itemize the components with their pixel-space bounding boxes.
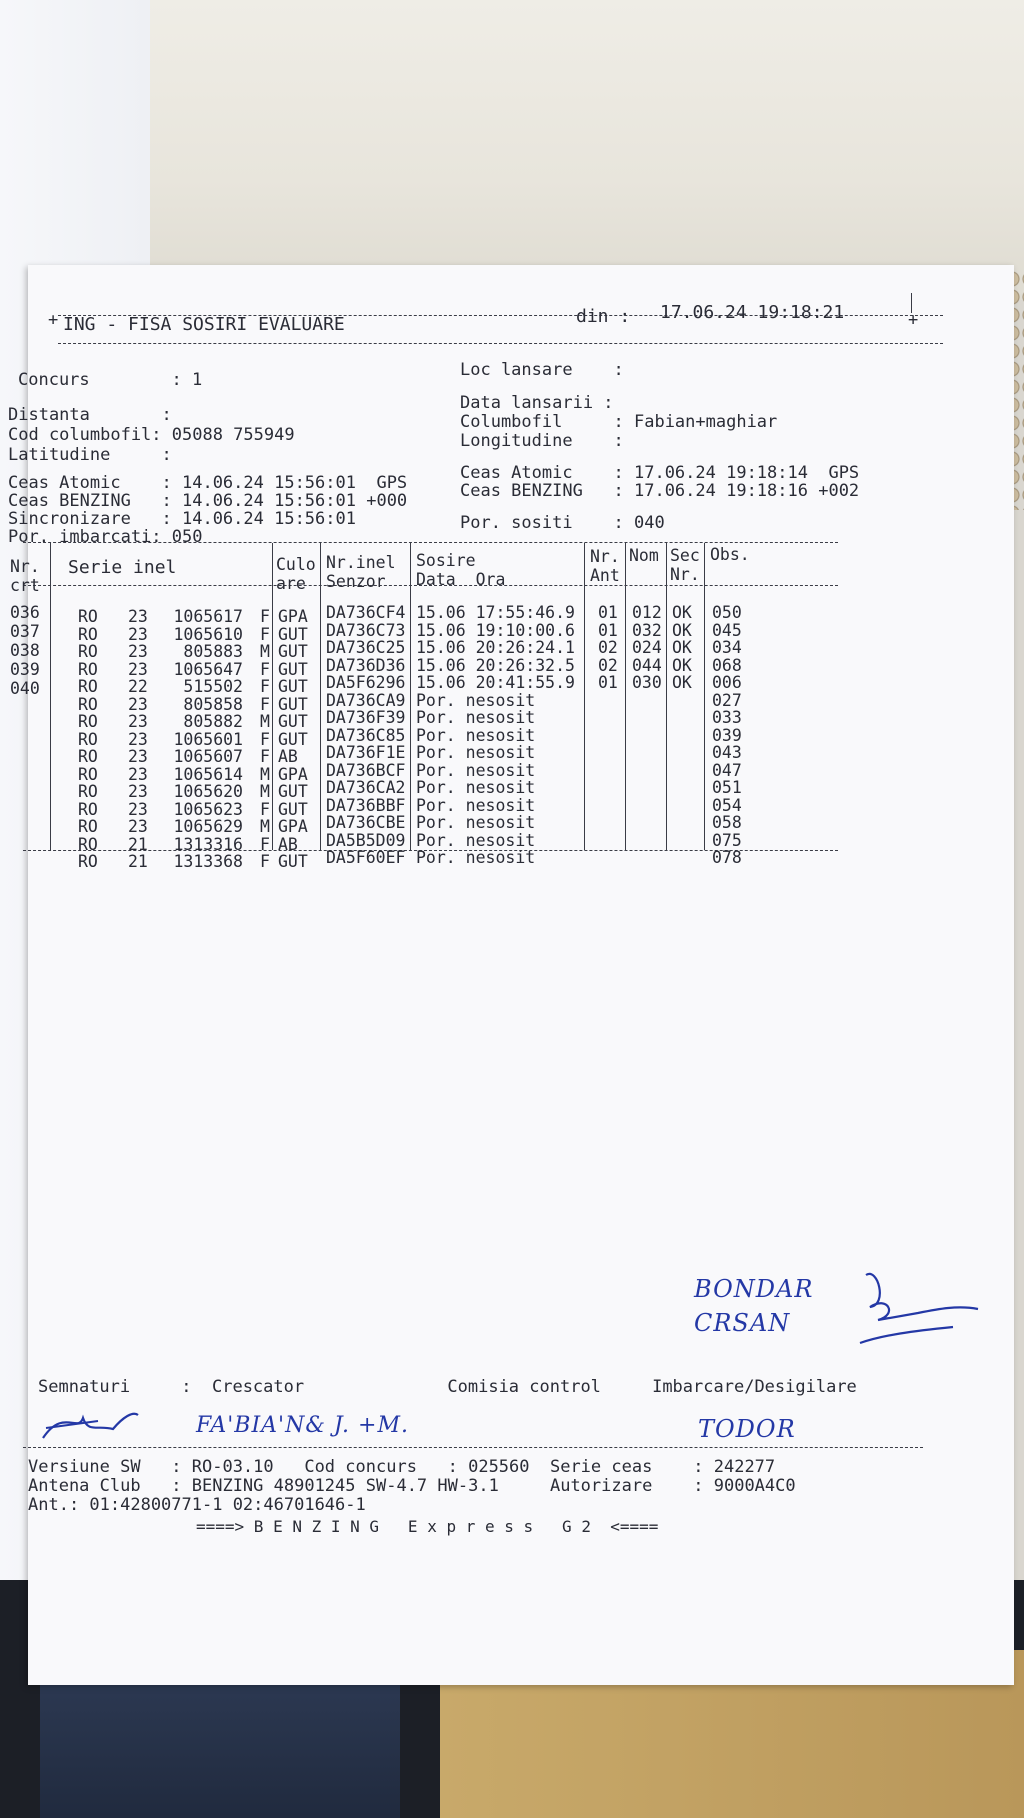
cell-sec: OK bbox=[672, 655, 692, 675]
cell-country: RO bbox=[78, 782, 98, 801]
cell-ring: 1065647 bbox=[173, 659, 243, 679]
cell-year: 23 bbox=[128, 799, 148, 819]
cell-sensor: DA736C25 bbox=[326, 638, 406, 657]
col-divider-senzor bbox=[410, 543, 411, 850]
report-title: ING - FISA SOSIRI EVALUARE bbox=[63, 314, 345, 335]
th-nr: Nr. bbox=[10, 557, 40, 576]
cell-obs: 033 bbox=[712, 708, 742, 727]
cell-obs: 034 bbox=[712, 638, 742, 657]
cell-sensor: DA736CA2 bbox=[326, 778, 406, 797]
cell-ant: 02 bbox=[598, 655, 618, 675]
meta-por-sositi: Por. sositi : 040 bbox=[460, 513, 665, 533]
cell-sensor: DA736CBE bbox=[326, 813, 406, 832]
cell-sex: F bbox=[260, 852, 270, 871]
crt-cell: 039 bbox=[10, 660, 40, 679]
footer-line-2: Antena Club : BENZING 48901245 SW-4.7 HW-3.1 Autorizare : 9000A4C0 bbox=[28, 1476, 796, 1496]
th-crt: crt bbox=[10, 576, 40, 595]
cell-ring: 515502 bbox=[183, 677, 243, 696]
header-right-bar bbox=[911, 293, 912, 313]
cell-arrival: Por. nesosit bbox=[416, 813, 536, 832]
cell-year: 23 bbox=[128, 694, 148, 714]
meta-cod-columbofil: Cod columbofil: 05088 755949 bbox=[8, 425, 295, 445]
cell-country: RO bbox=[78, 642, 98, 661]
cell-color: GUT bbox=[278, 677, 308, 696]
cell-obs: 047 bbox=[712, 760, 742, 780]
meta-ceas-atomic-end: Ceas Atomic : 17.06.24 19:18:14 GPS bbox=[460, 463, 860, 483]
cell-ring: 1313368 bbox=[173, 852, 243, 871]
cell-obs: 078 bbox=[712, 848, 742, 867]
cell-nom: 044 bbox=[632, 655, 662, 675]
signature-breeder: FA'BIA'N& J. +M. bbox=[196, 1413, 409, 1438]
cell-sec: OK bbox=[672, 638, 692, 657]
arrival-report-sheet bbox=[8, 265, 1014, 1685]
th-nr-inel: Nr.inel bbox=[326, 553, 396, 572]
cell-country: RO bbox=[78, 799, 98, 819]
cell-sensor: DA736D36 bbox=[326, 655, 406, 675]
cell-color: AB bbox=[278, 747, 298, 766]
cell-country: RO bbox=[78, 747, 98, 766]
cell-arrival: 15.06 20:26:24.1 bbox=[416, 638, 575, 657]
cell-obs: 039 bbox=[712, 725, 742, 745]
header-corner-plus: + bbox=[48, 310, 59, 330]
cell-country: RO bbox=[78, 852, 98, 871]
th-senzor: Senzor bbox=[326, 572, 386, 591]
col-divider-culoare bbox=[320, 543, 321, 850]
signature-scribble bbox=[858, 1265, 988, 1355]
cell-arrival: Por. nesosit bbox=[416, 690, 536, 710]
cell-ant: 01 bbox=[598, 673, 618, 692]
col-divider-sec bbox=[704, 543, 705, 850]
cell-country: RO bbox=[78, 624, 98, 644]
signature-name-crsan: CRSAN bbox=[694, 1309, 791, 1337]
tablecloth-background bbox=[120, 0, 1024, 300]
cell-ring: 805883 bbox=[183, 642, 243, 661]
th-ant: Ant bbox=[590, 566, 620, 585]
th-data-ora: Data Ora bbox=[416, 570, 506, 589]
crt-cell: 036 bbox=[10, 603, 40, 622]
cell-obs: 045 bbox=[712, 620, 742, 640]
cell-sex: M bbox=[260, 642, 270, 661]
cell-year: 23 bbox=[128, 659, 148, 679]
cell-year: 23 bbox=[128, 729, 148, 749]
cell-ring: 1065617 bbox=[173, 607, 243, 626]
cell-obs: 051 bbox=[712, 778, 742, 797]
cell-ring: 1065601 bbox=[173, 729, 243, 749]
meta-por-imbarcati: Por. imbarcati: 050 bbox=[8, 527, 203, 547]
cell-country: RO bbox=[78, 677, 98, 696]
cell-arrival: Por. nesosit bbox=[416, 725, 536, 745]
cell-country: RO bbox=[78, 659, 98, 679]
signature-name-todor: TODOR bbox=[698, 1415, 796, 1443]
th-serie-inel: Serie inel bbox=[68, 557, 177, 578]
meta-sincronizare: Sincronizare : 14.06.24 15:56:01 bbox=[8, 509, 356, 529]
th-nr-ant: Nr. bbox=[590, 547, 620, 566]
cell-sensor: DA5F60EF bbox=[326, 848, 406, 867]
cell-sec: OK bbox=[672, 620, 692, 640]
cell-sensor: DA736F1E bbox=[326, 743, 406, 762]
cell-country: RO bbox=[78, 834, 98, 854]
cell-sex: M bbox=[260, 817, 270, 836]
cell-sex: F bbox=[260, 607, 270, 626]
cell-nom: 012 bbox=[632, 603, 662, 622]
cell-nom: 024 bbox=[632, 638, 662, 657]
th-sosire: Sosire bbox=[416, 551, 476, 570]
cell-country: RO bbox=[78, 712, 98, 731]
cell-arrival: Por. nesosit bbox=[416, 795, 536, 815]
th-obs: Obs. bbox=[710, 545, 750, 564]
cell-color: GPA bbox=[278, 764, 308, 784]
col-divider-nr bbox=[50, 543, 51, 850]
cell-year: 23 bbox=[128, 764, 148, 784]
cell-arrival: 15.06 20:26:32.5 bbox=[416, 655, 575, 675]
cell-ant: 01 bbox=[598, 603, 618, 622]
cell-sensor: DA736BCF bbox=[326, 760, 406, 780]
th-nom: Nom bbox=[629, 546, 659, 565]
cell-obs: 058 bbox=[712, 813, 742, 832]
cell-arrival: 15.06 20:41:55.9 bbox=[416, 673, 575, 692]
cell-ring: 805858 bbox=[183, 694, 243, 714]
meta-distanta: Distanta : bbox=[8, 405, 172, 425]
report-date: 17.06.24 19:18:21 bbox=[660, 302, 845, 323]
cell-arrival: 15.06 17:55:46.9 bbox=[416, 603, 575, 622]
meta-concurs: Concurs : 1 bbox=[18, 370, 203, 390]
col-divider-ant bbox=[625, 543, 626, 850]
meta-ceas-benzing-start: Ceas BENZING : 14.06.24 15:56:01 +000 bbox=[8, 491, 408, 511]
signature-name-bondar: BONDAR bbox=[694, 1275, 814, 1303]
cell-ring: 1065614 bbox=[173, 764, 243, 784]
cell-arrival: Por. nesosit bbox=[416, 778, 536, 797]
cell-obs: 006 bbox=[712, 673, 742, 692]
meta-longitudine: Longitudine : bbox=[460, 431, 624, 451]
cell-country: RO bbox=[78, 729, 98, 749]
meta-loc-lansare: Loc lansare : bbox=[460, 360, 624, 380]
cell-color: GUT bbox=[278, 642, 308, 661]
meta-data-lansarii: Data lansarii : bbox=[460, 393, 614, 413]
cell-arrival: Por. nesosit bbox=[416, 848, 536, 867]
cell-color: GUT bbox=[278, 852, 308, 871]
meta-ceas-benzing-end: Ceas BENZING : 17.06.24 19:18:16 +002 bbox=[460, 481, 860, 501]
cell-sex: F bbox=[260, 747, 270, 766]
th-sec: Sec bbox=[670, 546, 700, 565]
report-date-label: din : bbox=[576, 306, 631, 327]
cell-sensor: DA736CA9 bbox=[326, 690, 406, 710]
cell-year: 23 bbox=[128, 712, 148, 731]
signature-labels: Semnaturi : Crescator Comisia control Imbarcare/Desigilare bbox=[38, 1377, 857, 1397]
cell-sex: F bbox=[260, 659, 270, 679]
cell-sensor: DA5F6296 bbox=[326, 673, 406, 692]
cell-ring: 1065607 bbox=[173, 747, 243, 766]
cell-sex: F bbox=[260, 729, 270, 749]
cell-sex: F bbox=[260, 834, 270, 854]
meta-columbofil: Columbofil : Fabian+maghiar bbox=[460, 412, 778, 432]
cell-obs: 043 bbox=[712, 743, 742, 762]
cell-sensor: DA736C73 bbox=[326, 620, 406, 640]
cell-obs: 027 bbox=[712, 690, 742, 710]
col-divider-sosire bbox=[584, 543, 585, 850]
header-bottom-rule bbox=[58, 343, 943, 344]
header-corner-plus-right: + bbox=[908, 310, 919, 330]
cell-country: RO bbox=[78, 607, 98, 626]
cell-year: 23 bbox=[128, 782, 148, 801]
cell-arrival: Por. nesosit bbox=[416, 830, 536, 850]
cell-obs: 075 bbox=[712, 830, 742, 850]
cell-color: GUT bbox=[278, 624, 308, 644]
cell-sex: M bbox=[260, 782, 270, 801]
cell-year: 21 bbox=[128, 852, 148, 871]
cell-year: 23 bbox=[128, 817, 148, 836]
crt-cell: 038 bbox=[10, 641, 40, 660]
col-divider-serie bbox=[272, 543, 273, 850]
cell-ring: 805882 bbox=[183, 712, 243, 731]
cell-year: 23 bbox=[128, 607, 148, 626]
cell-arrival: Por. nesosit bbox=[416, 743, 536, 762]
cell-year: 22 bbox=[128, 677, 148, 696]
th-are: are bbox=[276, 574, 306, 593]
cell-nom: 032 bbox=[632, 620, 662, 640]
cell-year: 23 bbox=[128, 624, 148, 644]
cell-ring: 1065629 bbox=[173, 817, 243, 836]
cell-ring: 1065610 bbox=[173, 624, 243, 644]
signature-scribble-left bbox=[38, 1403, 148, 1448]
cell-color: GUT bbox=[278, 729, 308, 749]
cell-sec: OK bbox=[672, 673, 692, 692]
cell-sex: M bbox=[260, 712, 270, 731]
cell-sensor: DA736C85 bbox=[326, 725, 406, 745]
cell-nom: 030 bbox=[632, 673, 662, 692]
cell-obs: 050 bbox=[712, 603, 742, 622]
cell-ant: 02 bbox=[598, 638, 618, 657]
footer-line-1: Versiune SW : RO-03.10 Cod concurs : 025560 Serie ceas : 242277 bbox=[28, 1457, 776, 1477]
cell-country: RO bbox=[78, 694, 98, 714]
cell-color: AB bbox=[278, 834, 298, 854]
meta-latitudine: Latitudine : bbox=[8, 445, 172, 465]
cell-arrival: Por. nesosit bbox=[416, 760, 536, 780]
footer-line-3: Ant.: 01:42800771-1 02:46701646-1 bbox=[28, 1495, 366, 1515]
cell-sex: F bbox=[260, 624, 270, 644]
th-sec-nr: Nr. bbox=[670, 565, 700, 584]
table-top-rule bbox=[23, 542, 838, 543]
cell-color: GUT bbox=[278, 659, 308, 679]
cell-ant: 01 bbox=[598, 620, 618, 640]
cell-sex: F bbox=[260, 694, 270, 714]
cell-year: 23 bbox=[128, 642, 148, 661]
cell-ring: 1313316 bbox=[173, 834, 243, 854]
cell-color: GUT bbox=[278, 782, 308, 801]
cell-sensor: DA736BBF bbox=[326, 795, 406, 815]
footer-top-rule bbox=[23, 1447, 923, 1448]
cell-arrival: Por. nesosit bbox=[416, 708, 536, 727]
meta-ceas-atomic-start: Ceas Atomic : 14.06.24 15:56:01 GPS bbox=[8, 473, 408, 493]
th-culo: Culo bbox=[276, 555, 316, 574]
cell-year: 21 bbox=[128, 834, 148, 854]
cell-obs: 054 bbox=[712, 795, 742, 815]
cell-country: RO bbox=[78, 817, 98, 836]
cell-color: GUT bbox=[278, 712, 308, 731]
cell-sex: M bbox=[260, 764, 270, 784]
cell-color: GUT bbox=[278, 694, 308, 714]
cell-sensor: DA736CF4 bbox=[326, 603, 406, 622]
cell-sex: F bbox=[260, 799, 270, 819]
cell-sensor: DA5B5D09 bbox=[326, 830, 406, 850]
cell-year: 23 bbox=[128, 747, 148, 766]
crt-cell: 040 bbox=[10, 679, 40, 698]
cell-ring: 1065620 bbox=[173, 782, 243, 801]
cell-sex: F bbox=[260, 677, 270, 696]
col-divider-nom bbox=[666, 543, 667, 850]
cell-sensor: DA736F39 bbox=[326, 708, 406, 727]
cell-color: GPA bbox=[278, 817, 308, 836]
cell-color: GUT bbox=[278, 799, 308, 819]
cell-ring: 1065623 bbox=[173, 799, 243, 819]
benzing-banner: ====> B E N Z I N G E x p r e s s G 2 <==== bbox=[196, 1517, 659, 1536]
cell-obs: 068 bbox=[712, 655, 742, 675]
cell-country: RO bbox=[78, 764, 98, 784]
cell-sec: OK bbox=[672, 603, 692, 622]
cell-arrival: 15.06 19:10:00.6 bbox=[416, 620, 575, 640]
cell-color: GPA bbox=[278, 607, 308, 626]
crt-cell: 037 bbox=[10, 622, 40, 641]
